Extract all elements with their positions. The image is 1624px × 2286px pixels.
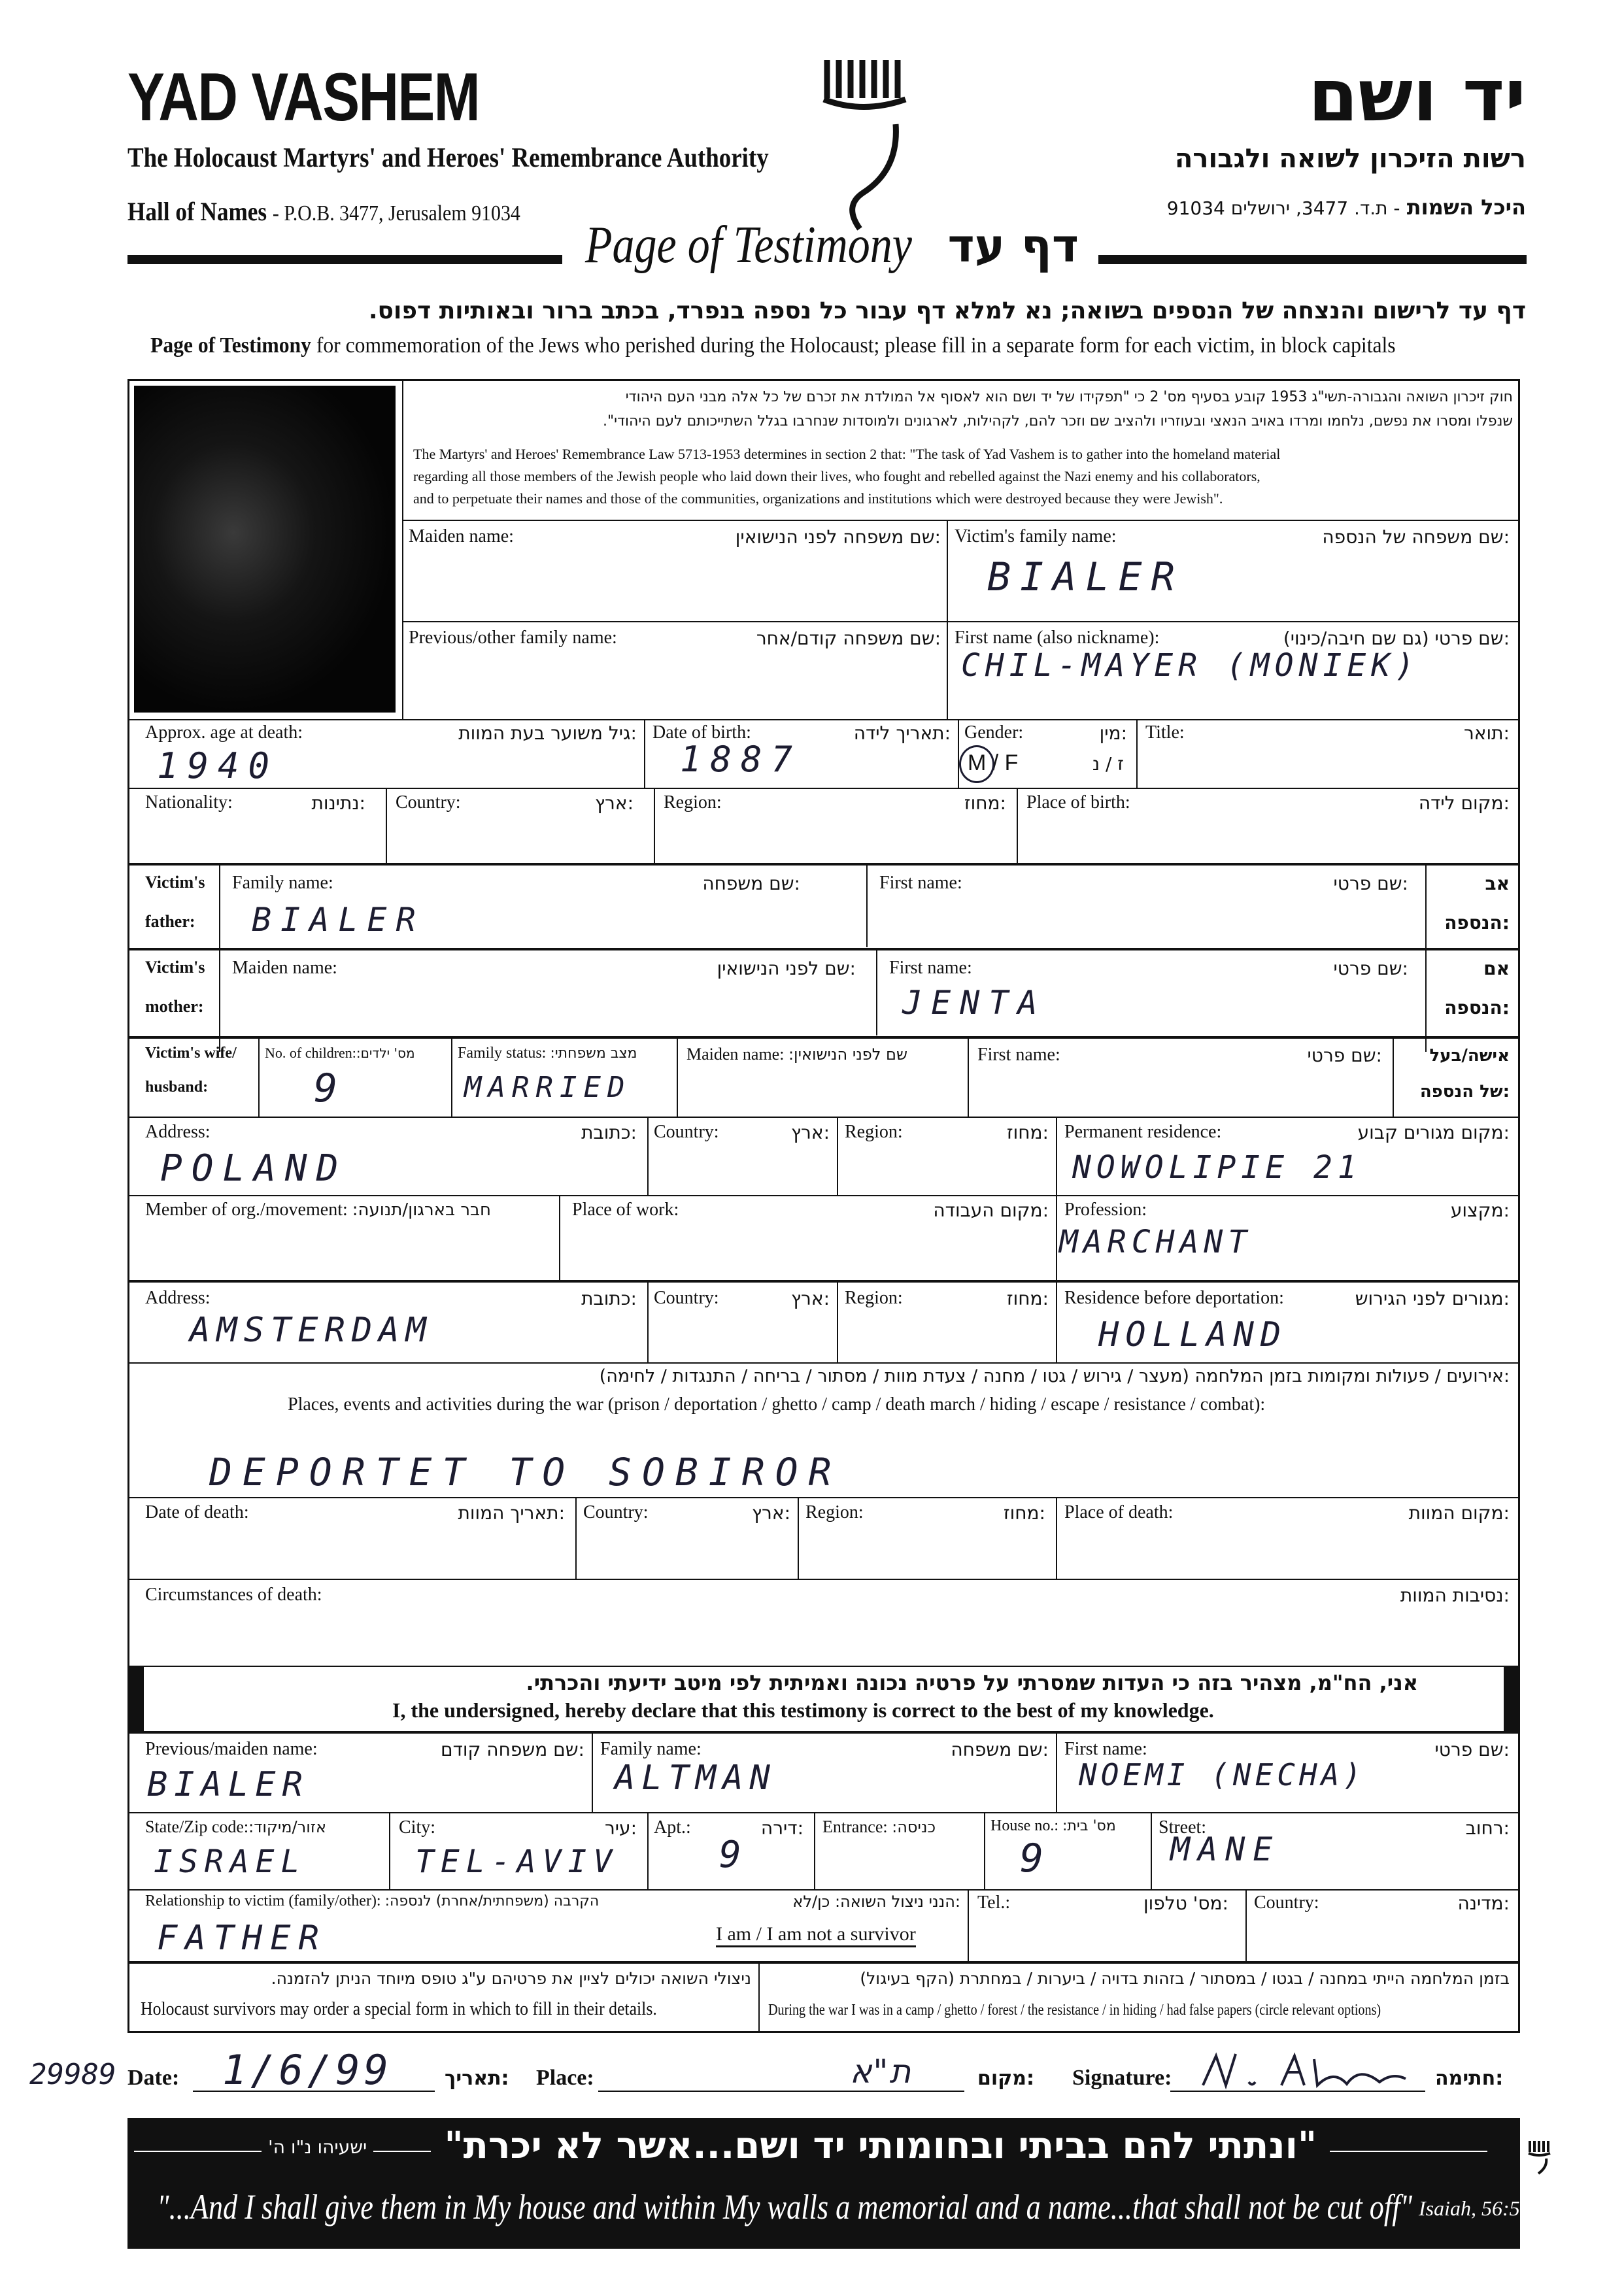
father-family-name-value[interactable]: BIALER	[252, 901, 425, 939]
children-value[interactable]: 9	[314, 1066, 347, 1111]
mother-label-1: Victim's	[145, 958, 205, 977]
org-subtitle-en: The Holocaust Martyrs' and Heroes' Remembrance Authority	[127, 143, 769, 173]
relationship-value[interactable]: FATHER	[157, 1919, 327, 1958]
declaration-left-bar	[129, 1666, 144, 1731]
org-name-he: יד ושם	[1308, 54, 1526, 137]
dod-region-label: Region:	[805, 1502, 864, 1522]
street-label: Street:	[1159, 1817, 1207, 1838]
tel-label-he: :מס' טלפון	[1143, 1892, 1228, 1914]
submitter-family-name-value[interactable]: ALTMAN	[615, 1758, 777, 1798]
perm-residence-label: Permanent residence:	[1064, 1122, 1222, 1142]
father-label-2: father:	[145, 912, 195, 931]
region-label-he: :מחוז	[964, 792, 1006, 814]
events-label-en: Places, events and activities during the war (prison / deportation / ghetto / camp / death march / hiding / escape / resistance / combat):	[288, 1394, 1266, 1415]
relationship-label-he: :הקרבה (משפחתית/אחרת) לנספה	[384, 1893, 600, 1909]
events-label-he: :אירועים / פעולות ומקומות בזמן המלחמה (מעצר / גירוש / גטו / מחנה / צעדת מוות / מסתור / בריחה / התנגדות / לחימה)	[599, 1366, 1510, 1387]
house-no-value[interactable]: 9	[1020, 1836, 1053, 1881]
submitter-country-label: Country:	[1254, 1892, 1319, 1913]
footer-quote-en: "...And I shall give them in My house and within My walls a memorial and a name...that shall not be cut off"	[157, 2187, 1413, 2227]
circumstances-label: Circumstances of death:	[145, 1585, 322, 1605]
survivor-label-he: :הנני ניצול השואה: כן/לא	[792, 1892, 960, 1911]
father-first-name-label-he: :שם פרטי	[1333, 873, 1408, 894]
spouse-maiden-label	[686, 1045, 907, 1064]
residence-before-value[interactable]: HOLLAND	[1098, 1315, 1288, 1354]
age-label: Approx. age at death:	[145, 722, 303, 743]
spouse-label-1: Victim's wife/	[145, 1045, 237, 1062]
survivor-form-note-en: Holocaust survivors may order a special form in which to fill in their details.	[141, 1999, 657, 2019]
submitter-prev-name-value[interactable]: BIALER	[147, 1765, 309, 1804]
entrance-label-he: :כניסה	[892, 1818, 936, 1836]
father-family-name-label: Family name:	[232, 873, 333, 893]
law-text-en-3: and to perpetuate their names and those of the communities, organizations and institutions which were destroyed because they were Jewish".	[413, 490, 1223, 507]
page-title-en: Page of Testimony	[585, 216, 912, 274]
hall-address: - P.O.B. 3477, Jerusalem 91034	[272, 201, 520, 226]
father-label-he-1: אב	[1485, 873, 1510, 894]
city-value[interactable]: TEL-AVIV	[415, 1843, 619, 1880]
house-no-label-en: House no.:	[990, 1817, 1058, 1834]
mother-maiden-name-label: Maiden name:	[232, 958, 337, 978]
declaration-he: אני, הח"מ, מצהיר בזה כי העדות שמסרתי על פרטיה נכונה ואמיתית לפי מיטב ידיעתי והכרתי.	[526, 1670, 1418, 1695]
relationship-label	[145, 1892, 599, 1910]
spouse-label-he-1: אישה/בעל	[1429, 1046, 1510, 1066]
record-number: 29989	[29, 2058, 116, 2091]
place-of-work-label-he: :מקום העבודה	[933, 1200, 1049, 1221]
street-label-he: :רחוב	[1465, 1817, 1510, 1839]
victim-family-name-value[interactable]: BIALER	[987, 554, 1184, 600]
address2-country-label-he: :ארץ	[790, 1288, 830, 1309]
signature-label: Signature:	[1072, 2066, 1172, 2090]
country-label-he: :ארץ	[594, 792, 634, 814]
events-value[interactable]: DEPORTET TO SOBIROR	[209, 1450, 842, 1494]
law-text-he-2: שנפלו ומסרו את נפשם, נלחמו ומרדו באויב הנאצי ובעוזריו ולהציב שם וזכר להם, לקהילות, לארגונים ולמוסדות שנחרבו בגלל השתייכותם לעם היהודי".	[603, 413, 1513, 429]
state-value[interactable]: ISRAEL	[154, 1843, 307, 1880]
dod-label-he: :תאריך המוות	[458, 1502, 565, 1524]
region-label: Region:	[664, 792, 722, 813]
title-label-he: :תואר	[1464, 722, 1510, 744]
signature-label-he: :חתימה	[1435, 2067, 1504, 2090]
org-subtitle-he: רשות הזיכרון לשואה ולגבורה	[1174, 144, 1526, 174]
instructions-en-bold: Page of Testimony	[150, 333, 311, 358]
dob-label-he: :תאריך לידה	[853, 722, 951, 744]
law-text-he-1: חוק זיכרון השואה והגבורה-תשי"ג 1953 קובע בסעיף מס' 2 כי "תפקידו של יד ושם הוא לאסוף אל המולדת את זכרם של כל אלה מבני העם היהודי	[625, 389, 1513, 405]
entrance-label	[822, 1817, 936, 1837]
country-label: Country:	[396, 792, 461, 813]
address2-country-label: Country:	[654, 1288, 719, 1308]
address2-label: Address:	[145, 1288, 211, 1308]
instructions-en	[150, 333, 1396, 358]
children-label-en: No. of children:	[265, 1045, 356, 1061]
family-name-label-he: :שם משפחה של הנספה	[1322, 526, 1510, 548]
nationality-label: Nationality:	[145, 792, 233, 813]
member-org-label	[145, 1200, 491, 1220]
father-family-name-label-he: :שם משפחה	[702, 873, 800, 894]
dob-label: Date of birth:	[652, 722, 751, 743]
pod-label-he: :מקום המוות	[1408, 1502, 1510, 1524]
hall-of-names-en	[127, 196, 520, 227]
state-label	[145, 1817, 326, 1837]
address2-region-label: Region:	[845, 1288, 903, 1308]
member-org-label-en: Member of org./movement:	[145, 1200, 348, 1220]
survivor-options[interactable]: I am / I am not a survivor	[716, 1923, 916, 1947]
residence-before-label: Residence before deportation:	[1064, 1288, 1284, 1308]
hall-of-names-he	[1167, 195, 1526, 220]
father-label-he-2: :הנספה	[1444, 912, 1510, 933]
perm-residence-label-he: :מקום מגורים קבוע	[1357, 1122, 1510, 1143]
address-region-label: Region:	[845, 1122, 903, 1142]
submitter-family-name-label-he: :שם משפחה	[951, 1739, 1049, 1760]
dod-region-label-he: :מחוז	[1003, 1502, 1045, 1524]
hall-label-he: היכל השמות	[1406, 195, 1526, 220]
title-label: Title:	[1145, 722, 1185, 743]
tel-label: Tel.:	[977, 1892, 1011, 1913]
previous-name-label-he: :שם משפחה קודם/אחר	[756, 628, 941, 649]
maiden-name-field[interactable]	[404, 549, 945, 621]
maiden-name-label: Maiden name:	[409, 526, 514, 546]
date-label-he: :תאריך	[445, 2067, 509, 2090]
relationship-label-en: Relationship to victim (family/other):	[145, 1892, 381, 1909]
family-status-label-en: Family status:	[458, 1045, 547, 1062]
declaration-right-bar	[1504, 1666, 1518, 1731]
dod-country-label: Country:	[583, 1502, 649, 1522]
gender-label: Gender:	[964, 722, 1024, 743]
first-name-label-he: :שם פרטי (גם שם חיבה/כינוי)	[1283, 628, 1510, 649]
declaration-en: I, the undersigned, hereby declare that this testimony is correct to the best of my knowledge.	[392, 1698, 1214, 1722]
title-bar-left	[127, 255, 562, 264]
address-value[interactable]: POLAND	[160, 1147, 348, 1190]
hall-label: Hall of Names	[127, 197, 267, 226]
small-menorah-icon	[1527, 2138, 1553, 2177]
submitter-first-name-label-he: :שם פרטי	[1434, 1739, 1510, 1760]
footer-ref-he: ישעיהו נ"ו ה'	[262, 2136, 373, 2158]
place-line	[598, 2091, 964, 2092]
title-bar-right	[1098, 255, 1527, 264]
mother-maiden-name-label-he: :שם לפני הנישואין	[717, 958, 856, 979]
spouse-label-2: husband:	[145, 1079, 209, 1096]
children-label-he: :מס' ילדים	[356, 1045, 415, 1061]
apt-label: Apt.:	[654, 1817, 691, 1838]
member-org-label-he: :חבר בארגון/תנועה	[352, 1200, 492, 1220]
org-name-en: YAD VASHEM	[127, 59, 480, 135]
house-no-label	[990, 1817, 1116, 1835]
camp-note-he: בזמן המלחמה הייתי במחנה / בגטו / במסתור / בזהות בדויה / ביערות / במחתרת (הקף בעיגול)	[860, 1969, 1510, 1988]
family-status-value[interactable]: MARRIED	[464, 1071, 632, 1104]
survivor-form-note-he: ניצולי השואה יכולים לציין את פרטיהם ע"ג טופס מיוחד הניתן להזמנה.	[271, 1969, 751, 1988]
state-label-en: State/Zip code:	[145, 1817, 249, 1836]
age-value[interactable]: 1940	[157, 745, 279, 786]
children-label	[265, 1045, 415, 1062]
profession-label: Profession:	[1064, 1200, 1147, 1220]
pod-label: Place of death:	[1064, 1502, 1174, 1522]
street-value[interactable]: MANE	[1170, 1830, 1281, 1868]
pob-label: Place of birth:	[1026, 792, 1130, 813]
spouse-label-he-2: :של הנספה	[1419, 1082, 1510, 1101]
previous-name-label: Previous/other family name:	[409, 628, 617, 648]
law-text-en-2: regarding all those members of the Jewish people who laid down their lives, who fought and rebelled against the Nazi enemy and his collaborators,	[413, 468, 1260, 484]
mother-first-name-label: First name:	[889, 958, 972, 978]
city-label: City:	[399, 1817, 436, 1838]
spouse-first-name-label: First name:	[977, 1045, 1060, 1065]
maiden-name-label-he: :שם משפחה לפני הנישואין	[735, 526, 941, 548]
profession-value[interactable]: MARCHANT	[1059, 1224, 1253, 1260]
submitter-prev-name-label-he: :שם משפחה קודם	[441, 1739, 584, 1760]
page-title-he: דף עד	[947, 219, 1079, 273]
family-name-label: Victim's family name:	[955, 526, 1117, 546]
first-name-value[interactable]: CHIL-MAYER (MONIEK)	[961, 647, 1420, 684]
gender-male-circle	[959, 745, 994, 783]
residence-before-label-he: :מגורים לפני הגירוש	[1355, 1288, 1510, 1309]
nationality-label-he: :נתינות	[311, 792, 365, 814]
address-label: Address:	[145, 1122, 211, 1142]
address-region-label-he: :מחוז	[1006, 1122, 1049, 1143]
apt-value[interactable]: 9	[719, 1834, 751, 1876]
father-label-1: Victim's	[145, 873, 205, 892]
circumstances-label-he: :נסיבות המוות	[1400, 1585, 1510, 1606]
spouse-maiden-label-en: Maiden name:	[686, 1045, 785, 1064]
profession-label-he: :מקצוע	[1450, 1200, 1510, 1221]
spouse-maiden-label-he: :שם לפני הנישואין	[788, 1045, 907, 1064]
dod-country-label-he: :ארץ	[751, 1502, 790, 1524]
address2-label-he: :כתובת	[581, 1288, 637, 1309]
place-label: Place:	[536, 2066, 594, 2090]
submitter-first-name-label: First name:	[1064, 1739, 1147, 1759]
law-text-en-1: The Martyrs' and Heroes' Remembrance Law 5713-1953 determines in section 2 that: "The task of Yad Vashem is to gather into the homeland material	[413, 446, 1281, 462]
mother-label-2: mother:	[145, 997, 204, 1016]
previous-name-field[interactable]	[404, 650, 945, 716]
place-label-he: :מקום	[977, 2067, 1034, 2090]
signature-scribble[interactable]	[1190, 2046, 1412, 2098]
victim-photo	[134, 386, 396, 713]
dob-value[interactable]: 1887	[680, 739, 802, 780]
date-label: Date:	[127, 2066, 180, 2090]
place-of-work-label: Place of work:	[572, 1200, 679, 1220]
dod-label: Date of death:	[145, 1502, 249, 1522]
gender-options[interactable]: M / F	[968, 750, 1019, 775]
first-name-label: First name (also nickname):	[955, 628, 1160, 648]
footer-quote-he: "ונתתי להם בביתי ובחומותי יד ושם...אשר לא יכרת"	[431, 2125, 1330, 2167]
submitter-country-label-he: :מדינה	[1457, 1892, 1510, 1914]
age-label-he: :גיל משוער בעת המוות	[458, 722, 637, 744]
address-country-label: Country:	[654, 1122, 719, 1142]
footer-ref-en: Isaiah, 56:5	[1419, 2196, 1520, 2220]
camp-note-en: During the war I was in a camp / ghetto / forest / the resistance / in hiding / had false papers (circle relevant options)	[768, 2002, 1381, 2019]
entrance-label-en: Entrance:	[822, 1817, 888, 1836]
instructions-he: דף עד לרישום והנצחה של הנספים בשואה; נא למלא דף עבור כל נספה בנפרד, בכתב ברור ובאותיות דפוס.	[368, 297, 1526, 324]
circumstances-field[interactable]	[131, 1608, 1517, 1664]
mother-label-he-2: :הנספה	[1444, 997, 1510, 1018]
mother-first-name-value[interactable]: JENTA	[902, 984, 1047, 1022]
place-value[interactable]: ת"א	[850, 2053, 913, 2091]
city-label-he: :עיר	[604, 1817, 637, 1839]
gender-label-he: :מין	[1099, 722, 1127, 744]
mother-first-name-label-he: :שם פרטי	[1333, 958, 1408, 979]
mother-label-he-1: אם	[1483, 958, 1510, 979]
address2-value[interactable]: AMSTERDAM	[190, 1311, 433, 1350]
spouse-first-name-label-he: :שם פרטי	[1307, 1045, 1382, 1066]
submitter-family-name-label: Family name:	[600, 1739, 702, 1759]
perm-residence-value[interactable]: NOWOLIPIE 21	[1072, 1149, 1362, 1186]
address-country-label-he: :ארץ	[790, 1122, 830, 1143]
apt-label-he: :דירה	[760, 1817, 804, 1839]
hall-address-he: - ת.ד. 3477, ירושלים 91034	[1166, 197, 1400, 219]
family-status-label-he: :מצב משפחתי	[550, 1045, 637, 1062]
date-value[interactable]: 1/6/99	[222, 2046, 392, 2094]
state-label-he: :אזור/מיקוד	[248, 1818, 327, 1836]
instructions-en-text: for commemoration of the Jews who perished during the Holocaust; please fill in a separate form for each victim, in block capitals	[316, 333, 1396, 358]
house-no-label-he: :מס' בית	[1062, 1818, 1116, 1834]
address-label-he: :כתובת	[581, 1122, 637, 1143]
pob-label-he: :מקום לידה	[1418, 792, 1510, 814]
father-first-name-label: First name:	[879, 873, 962, 893]
address2-region-label-he: :מחוז	[1006, 1288, 1049, 1309]
family-status-label	[458, 1045, 637, 1062]
submitter-prev-name-label: Previous/maiden name:	[145, 1739, 318, 1759]
submitter-first-name-value[interactable]: NOEMI (NECHA)	[1079, 1757, 1366, 1792]
gender-options-he[interactable]: ז / נ	[1092, 753, 1124, 775]
